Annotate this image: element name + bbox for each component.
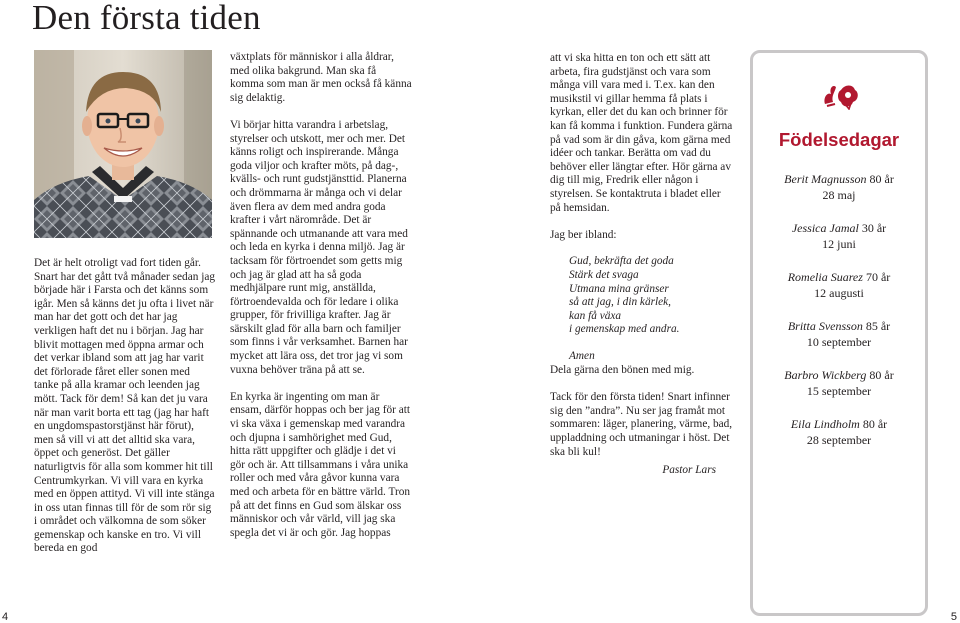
paragraph: Vi börjar hitta varandra i arbetslag, styrelser och utskott, mer och mer. Det känns roligt och inspirerande. Många goda viljor och krafter möts, på dag-, kvälls- och runt gudstjänsttid. Planerna och drömmarna är många och vi delar även flera av dem med andra goda krafter i vårt närområde. Det är spännande och utmanande att vara med och leda en kyrka i denna miljö. Jag är tacksam för förtroendet som getts mig och jag är glad att ha så goda medhjälpare runt mig, anställda, förtroendevalda och för ledare i olika grupper, för frivilliga krafter. Jag är särskilt glad för alla barn och familjer som finns i vår verksamhet. Barnen har mycket att lära oss, det tror jag vi som vuxna behöver träna på att se. bbox=[230, 118, 408, 376]
prayer bbox=[550, 255, 734, 364]
birthday-name: Jessica Jamal bbox=[791, 221, 859, 235]
paragraph: Dela gärna den bönen med mig. bbox=[550, 364, 695, 377]
birthday-name: Berit Magnusson bbox=[784, 172, 867, 186]
prayer-amen: Amen bbox=[569, 350, 595, 363]
birthday-age: 70 år bbox=[865, 270, 891, 284]
birthday-age: 85 år bbox=[865, 319, 891, 333]
birthday-name: Britta Svensson bbox=[787, 319, 863, 333]
birthday-date: 15 september bbox=[806, 384, 872, 398]
birthday-entry bbox=[753, 171, 925, 203]
signature: Pastor Lars bbox=[662, 464, 716, 477]
paragraph: En kyrka är ingenting om man är ensam, därför hoppas och ber jag för att vi ska växa i gemenskap med varandra och djupna i samhörighet med Gud, hitta rätt uppgifter och glädje i det vi gör och är. Att tillsammans i våra unika roller och med våra gåvor kunna vara med och arbeta för en bättre värld. Tron på att det finns en Gud som älskar oss människor och vår värld, vill jag ska spegla det vi är och gör. Jag hoppas bbox=[230, 390, 411, 539]
article-column-3 bbox=[550, 52, 734, 478]
birthday-name: Romelia Suarez bbox=[787, 270, 863, 284]
birthday-list bbox=[753, 171, 925, 465]
birthday-entry bbox=[753, 416, 925, 448]
prayer-line: Stärk det svaga bbox=[569, 268, 639, 281]
birthday-entry bbox=[753, 367, 925, 399]
birthday-date: 28 september bbox=[806, 433, 872, 447]
birthday-date: 12 augusti bbox=[814, 286, 864, 300]
prayer-line: i gemenskap med andra. bbox=[569, 323, 680, 336]
page-number-left: 4 bbox=[2, 611, 9, 623]
birthday-name: Barbro Wickberg bbox=[784, 368, 867, 382]
prayer-line: kan få växa bbox=[569, 309, 622, 322]
prayer-line: Gud, bekräfta det goda bbox=[569, 255, 674, 268]
birthday-entry bbox=[753, 220, 925, 252]
birthday-date: 12 juni bbox=[822, 237, 856, 251]
birthdays-box bbox=[750, 50, 928, 616]
birthday-name: Eila Lindholm bbox=[790, 417, 860, 431]
birthday-date: 10 september bbox=[806, 335, 872, 349]
portrait-image bbox=[34, 50, 212, 238]
birthday-age: 80 år bbox=[869, 172, 894, 186]
prayer-line: Utmana mina gränser bbox=[569, 282, 669, 295]
birthday-age: 30 år bbox=[861, 221, 887, 235]
birthday-entry bbox=[753, 318, 925, 350]
page-title: Den första tiden bbox=[32, 0, 261, 37]
birthday-age: 80 år bbox=[862, 417, 888, 431]
article-column-1 bbox=[34, 257, 216, 556]
paragraph: Det är helt otroligt vad fort tiden går. Snart har det gått två månader sedan jag började här i Farsta och det känns som igår. Men så känns det ju ofta i livet när man har det gott och det har jag verkligen haft det nu i början. Jag har blivit mottagen med öppna armar och det verkar ibland som att jag har varit det förlorade fåret eller sonen med tanke på alla kramar och leenden jag mött. Tack för dem! Så kan det ju vara när man varit borta ett tag (jag har haft en ungdomspastorstjänst här förut), men så vill vi att det alltid ska vara, öppet och generöst. Det gäller naturligtvis för alla som kommer hit till Centrumkyrkan. Vi vill vara en kyrka med en öppen attityd. Vi vill inte stänga in oss utan finnas till för de som rör sig i området och välkomna de som söker gemenskap och kanske en tro. Vi vill bereda en god bbox=[34, 257, 215, 555]
paragraph: att vi ska hitta en ton och ett sätt att arbeta, fira gudstjänst och vara som många vill vara med i. T.ex. kan den musikstil vi gillar hemma få plats i kyrkan, eller det du kan och brinner för kan få komma i funktion. Fundera gärna på vad som är din gåva, kom gärna med idéer och tankar. Berätta om vad du behöver eller längtar efter. Hör gärna av dig till mig, Fredrik eller någon i styrelsen. Se kontaktruta i bladet eller på hemsidan. bbox=[550, 52, 733, 214]
pastor-photo bbox=[34, 50, 212, 238]
page-number-right: 5 bbox=[950, 611, 957, 623]
prayer-intro: Jag ber ibland: bbox=[550, 228, 617, 241]
article-column-2 bbox=[230, 51, 412, 540]
birthdays-title: Födelsedagar bbox=[778, 129, 900, 150]
paragraph: växtplats för människor i alla åldrar, med olika bakgrund. Man ska få komma som man är men också få känna sig delaktig. bbox=[230, 51, 412, 104]
prayer-line: så att jag, i din kärlek, bbox=[569, 296, 671, 309]
birthday-entry bbox=[753, 269, 925, 301]
paragraph: Tack för den första tiden! Snart infinner sig den ”andra”. Nu ser jag framåt mot sommaren: läger, planering, värme, bad, uppladdning och utmaningar i höst. Det ska bli kul! bbox=[550, 391, 733, 458]
cake-icon bbox=[821, 80, 861, 110]
birthday-age: 80 år bbox=[869, 368, 894, 382]
birthday-date: 28 maj bbox=[822, 188, 856, 202]
